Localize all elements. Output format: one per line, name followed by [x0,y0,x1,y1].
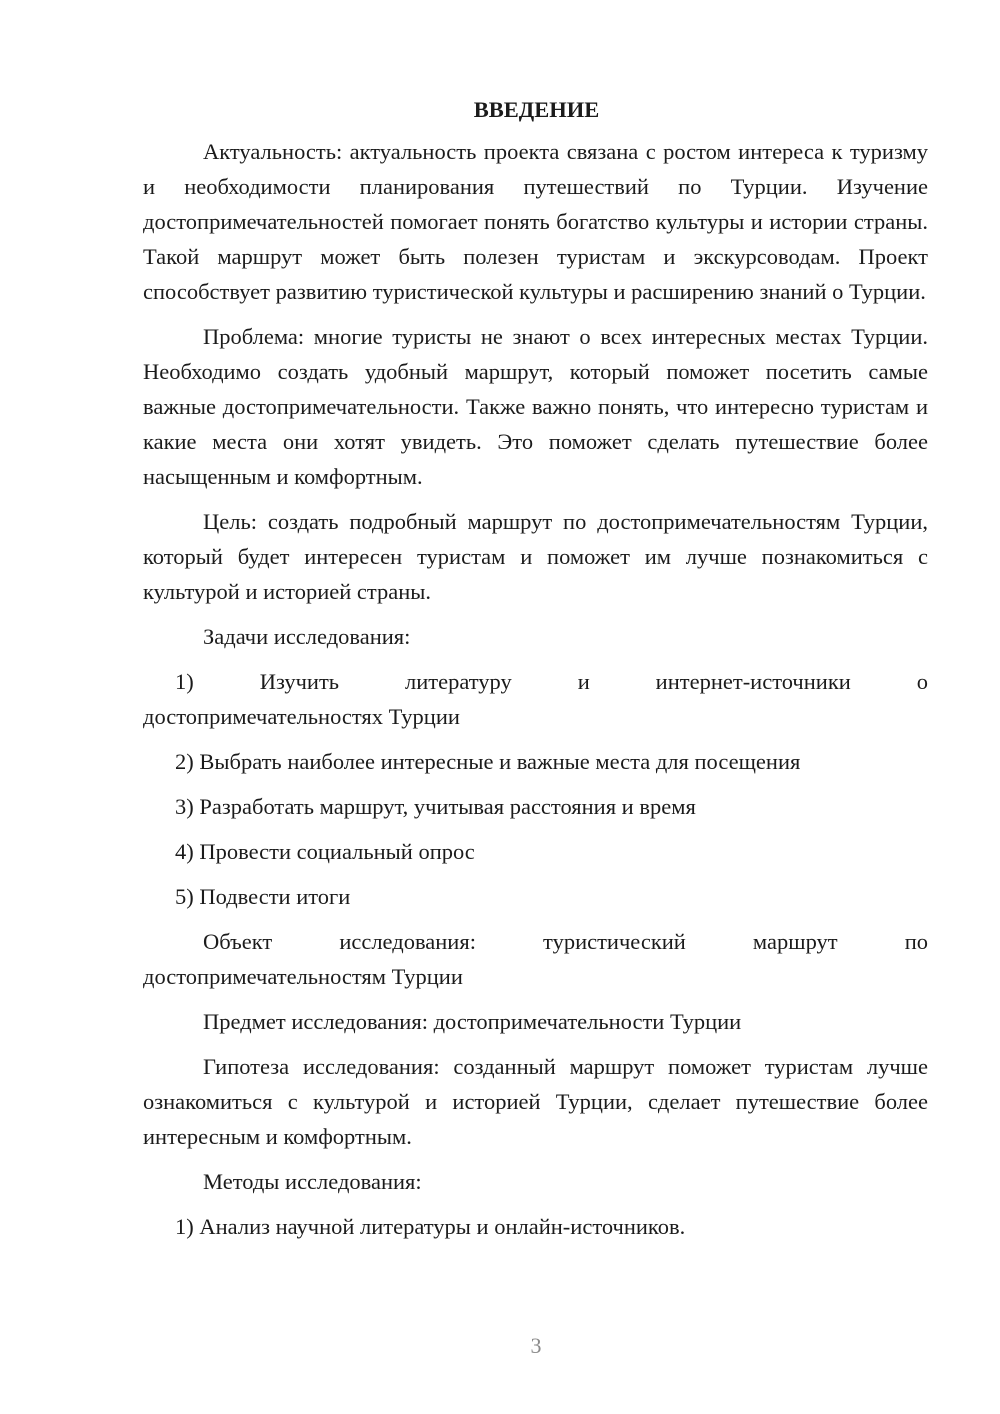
task-item-4: 4) Провести социальный опрос [175,839,475,864]
task-item-1-line2: достопримечательностях Турции [143,704,460,729]
task-item-1 [143,664,928,734]
task-item-3: 3) Разработать маршрут, учитывая расстояния и время [175,794,696,819]
methods-title: Методы исследования: [203,1169,422,1194]
method-item-1: 1) Анализ научной литературы и онлайн-источников. [175,1214,686,1239]
object-paragraph [143,924,928,994]
relevance-paragraph: Актуальность: актуальность проекта связана с ростом интереса к туризму и необходимости планирования путешествий по Турции. Изучение достопримечательностей помогает понять богатство культуры и истории страны. Такой маршрут может быть полезен туристам и экскурсоводам. Проект способствует развитию туристической культуры и расширению знаний о Турции. [143,139,928,304]
section-heading: ВВЕДЕНИЕ [473,97,600,122]
hypothesis-paragraph: Гипотеза исследования: созданный маршрут поможет туристам лучше ознакомиться с культурой и историей Турции, сделает путешествие более интересным и комфортным. [143,1054,928,1149]
problem-paragraph: Проблема: многие туристы не знают о всех интересных местах Турции. Необходимо создать удобный маршрут, который поможет посетить самые важные достопримечательности. Также важно понять, что интересно туристам и какие места они хотят увидеть. Это поможет сделать путешествие более насыщенным и комфортным. [143,324,928,489]
object-line2: достопримечательностям Турции [143,964,463,989]
object-line1: Объект исследования: туристический маршрут по [203,929,928,954]
tasks-title: Задачи исследования: [203,624,411,649]
task-item-2: 2) Выбрать наиболее интересные и важные места для посещения [175,749,801,774]
goal-paragraph: Цель: создать подробный маршрут по достопримечательностям Турции, который будет интересен туристам и поможет им лучше познакомиться с культурой и историей страны. [143,509,928,604]
document-page [143,92,928,1254]
task-item-5: 5) Подвести итоги [175,884,351,909]
subject-paragraph: Предмет исследования: достопримечательности Турции [203,1009,742,1034]
task-item-1-line1: 1) Изучить литературу и интернет-источники о [175,669,928,694]
page-number: 3 [530,1333,542,1358]
